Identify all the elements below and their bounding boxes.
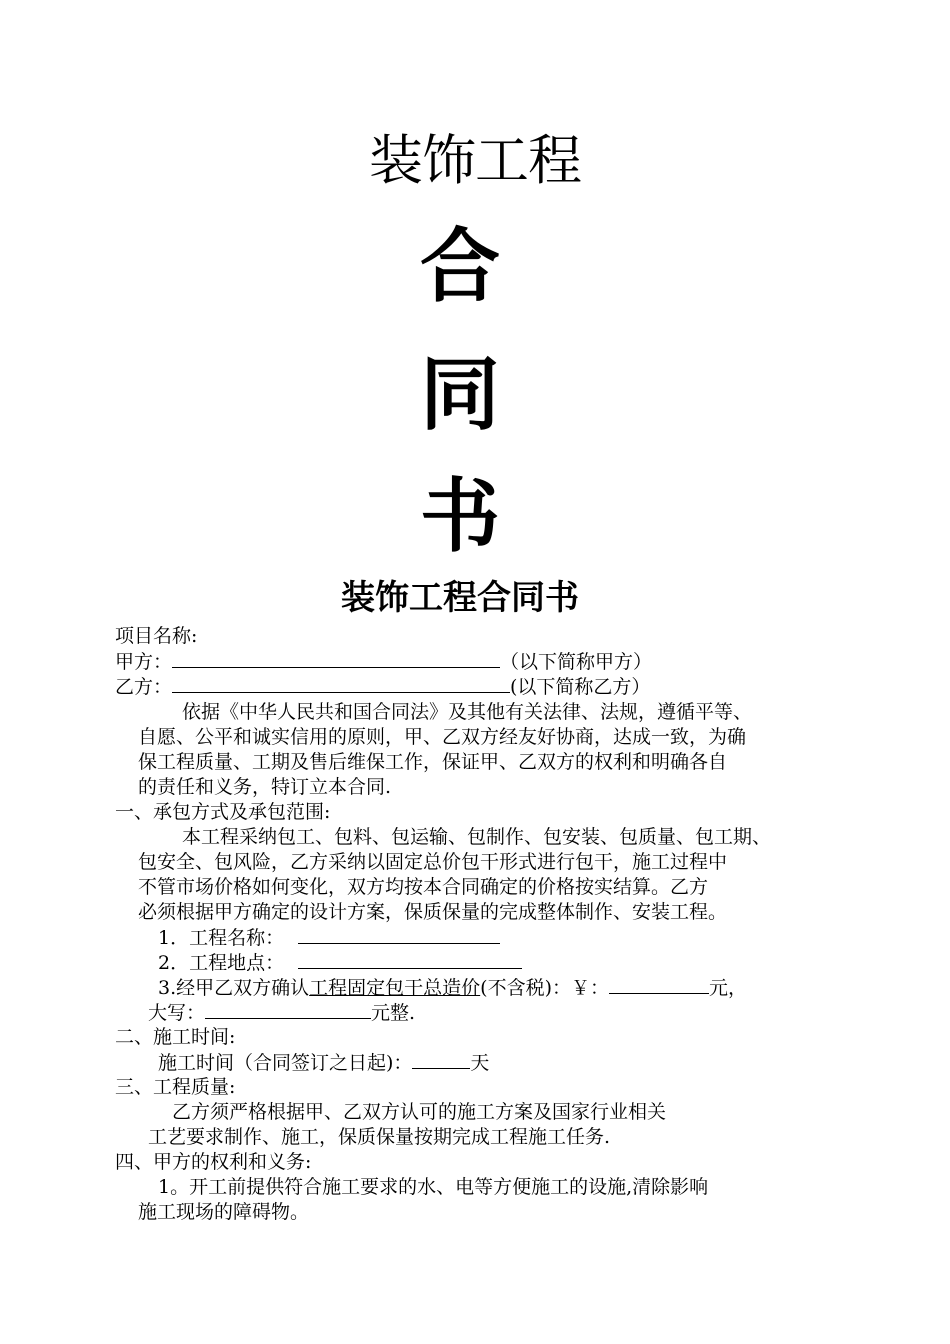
total-price-prefix: 3.经甲乙双方确认 — [158, 977, 310, 999]
total-price-capital-label: 大写： — [148, 1002, 206, 1024]
party-a-label: 甲方： — [115, 651, 173, 673]
project-name-item-label: 1．工程名称： — [158, 927, 285, 949]
section-1-title: 一、承包方式及承包范围: — [115, 801, 331, 823]
total-price-underlined: 工程固定包干总造价 — [309, 977, 481, 999]
total-price-capital-line — [148, 1000, 415, 1025]
section-1-paragraph-line: 不管市场价格如何变化，双方均按本合同确定的价格按实结算。乙方 — [138, 876, 709, 898]
cover-char-he: 合 — [420, 220, 500, 313]
construction-days-blank — [412, 1050, 470, 1069]
section-4-line: 1。开工前提供符合施工要求的水、电等方便施工的设施,清除影响 — [158, 1176, 709, 1198]
total-price-item — [158, 975, 747, 1000]
section-4-title: 四、甲方的权利和义务: — [115, 1151, 312, 1173]
preamble-line: 依据《中华人民共和国合同法》及其他有关法律、法规，遵循平等、 — [182, 701, 753, 723]
total-price-capital-blank — [205, 1000, 371, 1019]
total-price-mid: (不含税)：￥： — [480, 977, 609, 999]
preamble-line: 自愿、公平和诚实信用的原则，甲、乙双方经友好协商，达成一致，为确 — [138, 726, 747, 748]
section-3-line: 工艺要求制作、施工，保质保量按期完成工程施工任务. — [148, 1126, 611, 1148]
total-price-capital-suffix: 元整. — [371, 1002, 416, 1024]
preamble-line: 保工程质量、工期及售后维保工作，保证甲、乙双方的权利和明确各自 — [138, 751, 728, 773]
section-3-title: 三、工程质量: — [115, 1076, 236, 1098]
cover-char-shu: 书 — [420, 470, 500, 563]
party-b-suffix: (以下简称乙方） — [510, 676, 651, 698]
preamble-line: 的责任和义务，特订立本合同. — [138, 776, 392, 798]
party-a-line — [115, 649, 652, 674]
party-b-line — [115, 674, 650, 699]
section-1-paragraph-line: 本工程采纳包工、包料、包运输、包制作、包安装、包质量、包工期、 — [182, 826, 772, 848]
project-name-blank — [298, 925, 500, 944]
total-price-suffix: 元， — [708, 977, 747, 999]
document-heading: 装饰工程合同书 — [341, 578, 579, 618]
construction-time-line — [158, 1050, 489, 1075]
party-b-blank — [172, 674, 510, 693]
construction-time-label: 施工时间（合同签订之日起)： — [158, 1052, 413, 1074]
section-4-line: 施工现场的障碍物。 — [138, 1201, 310, 1223]
project-name-item — [158, 925, 500, 950]
party-a-suffix: （以下简称甲方） — [500, 651, 653, 673]
party-a-blank — [172, 649, 500, 668]
total-price-blank — [609, 975, 709, 994]
section-1-paragraph-line: 包安全、包风险，乙方采纳以固定总价包干形式进行包干，施工过程中 — [138, 851, 728, 873]
party-b-label: 乙方： — [115, 676, 173, 698]
section-2-title: 二、施工时间: — [115, 1026, 236, 1048]
cover-char-tong: 同 — [420, 348, 500, 441]
project-name-label: 项目名称: — [115, 625, 198, 647]
section-3-line: 乙方须严格根据甲、乙双方认可的施工方案及国家行业相关 — [172, 1101, 667, 1123]
section-1-paragraph-line: 必须根据甲方确定的设计方案，保质保量的完成整体制作、安装工程。 — [138, 901, 728, 923]
project-location-blank — [298, 950, 522, 969]
project-location-item — [158, 950, 522, 975]
project-location-item-label: 2．工程地点： — [158, 952, 285, 974]
construction-time-suffix: 天 — [470, 1052, 490, 1074]
cover-title: 装饰工程 — [369, 129, 581, 192]
